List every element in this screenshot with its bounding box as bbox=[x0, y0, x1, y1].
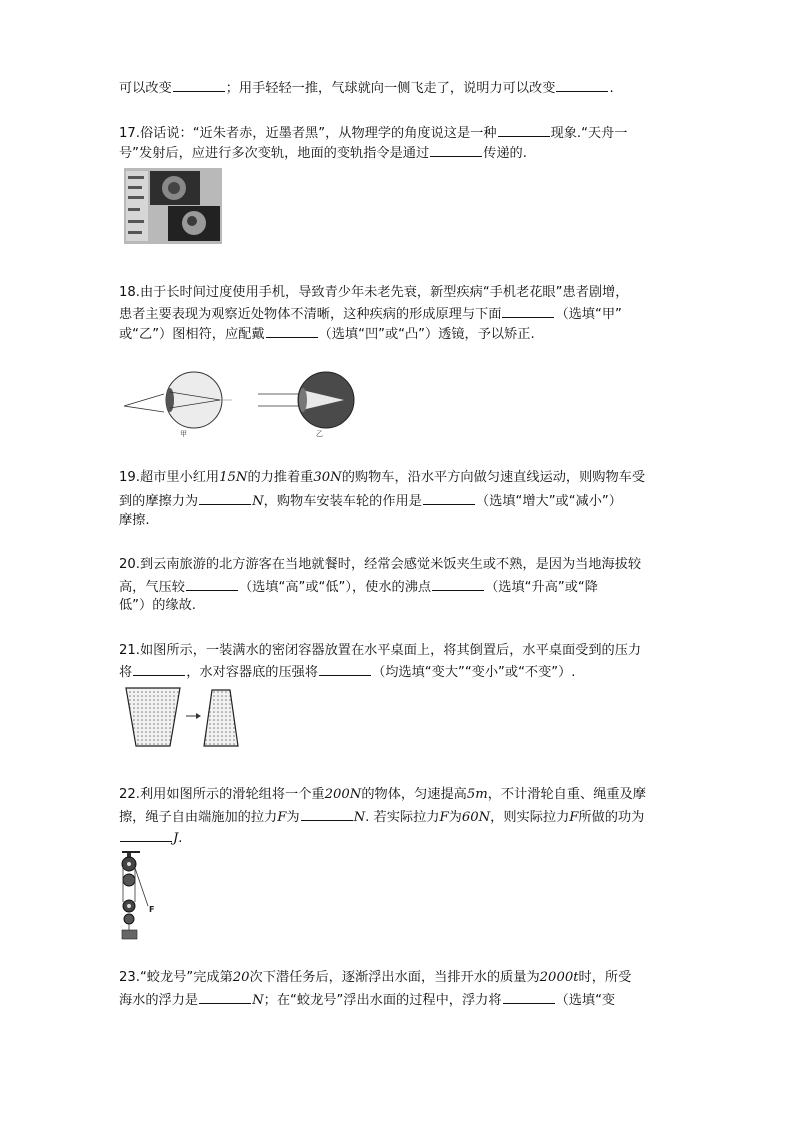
answer-blank[interactable] bbox=[173, 78, 225, 92]
text: ，购物车安装车轮的作用是 bbox=[263, 494, 422, 509]
q17-photo-figure bbox=[124, 168, 222, 244]
fig-label-b: 乙 bbox=[316, 430, 323, 438]
text: 现象.“天舟一 bbox=[550, 126, 628, 141]
text: 或“乙”）图相符，应配戴 bbox=[119, 327, 265, 342]
text: 18.由于长时间过度使用手机，导致青少年未老先衰，新型疾病“手机老花眼”患者剧增， bbox=[119, 285, 629, 300]
answer-blank[interactable] bbox=[502, 304, 554, 318]
text: 的力推着重 bbox=[247, 470, 314, 485]
container-upright bbox=[126, 688, 180, 746]
text: （选填“甲” bbox=[555, 307, 622, 322]
math: N bbox=[353, 810, 366, 825]
text: 所做的功为 bbox=[578, 810, 645, 825]
math: N bbox=[349, 787, 362, 802]
math: 30 bbox=[313, 470, 331, 485]
q22-pulley-figure bbox=[118, 850, 164, 940]
q21-line-2 bbox=[119, 662, 576, 682]
text: 时，所受 bbox=[578, 970, 632, 985]
weight-block bbox=[122, 930, 137, 939]
answer-blank[interactable] bbox=[423, 491, 475, 505]
q23-line-2 bbox=[119, 990, 615, 1010]
q20-line-2 bbox=[119, 577, 598, 597]
answer-blank[interactable] bbox=[199, 990, 251, 1004]
text: （选填“高”或“低”），使水的沸点 bbox=[238, 580, 432, 595]
q20-line-1 bbox=[119, 556, 641, 574]
math: F bbox=[277, 810, 287, 825]
math: 5 bbox=[466, 787, 476, 802]
q19-line-2 bbox=[119, 491, 622, 511]
q21-container-figure bbox=[124, 686, 244, 750]
math: 2000 bbox=[539, 970, 574, 985]
q23-line-1 bbox=[119, 969, 631, 987]
math: N bbox=[330, 470, 342, 485]
text: 可以改变 bbox=[119, 81, 172, 96]
text: . bbox=[609, 81, 614, 96]
q17-line-2 bbox=[119, 143, 527, 163]
text: ，不计滑轮自重、绳重及摩 bbox=[487, 787, 646, 802]
answer-blank[interactable] bbox=[503, 990, 555, 1004]
text: 次下潜任务后，逐渐浮出水面，当排开水的质量为 bbox=[249, 970, 540, 985]
text: （选填“凹”或“凸”）透镜，予以矫正. bbox=[318, 327, 535, 342]
text: ；在“蛟龙号”浮出水面的过程中，浮力将 bbox=[263, 993, 502, 1008]
text: ，则实际拉力 bbox=[490, 810, 570, 825]
answer-blank[interactable] bbox=[498, 123, 550, 137]
q22-line-2 bbox=[119, 807, 644, 827]
text: 到的摩擦力为 bbox=[119, 494, 199, 509]
math: J bbox=[173, 831, 179, 846]
q19-line-1 bbox=[119, 469, 645, 487]
text: 20.到云南旅游的北方游客在当地就餐时，经常会感觉米饭夹生或不熟，是因为当地海拔较 bbox=[119, 557, 642, 572]
math: t bbox=[573, 970, 579, 985]
math: N bbox=[235, 470, 248, 485]
text: （选填“升高”或“降 bbox=[485, 580, 598, 595]
text: 19.超市里小红用 bbox=[119, 470, 220, 485]
text: 17.俗话说：“近朱者赤，近墨者黑”，从物理学的角度说这是一种 bbox=[119, 126, 497, 141]
text: 为 bbox=[448, 810, 462, 825]
text: 的购物车，沿水平方向做匀速直线运动，则购物车受 bbox=[341, 470, 646, 485]
answer-blank[interactable] bbox=[133, 662, 185, 676]
text: 号”发射后，应进行多次变轨，地面的变轨指令是通过 bbox=[119, 146, 430, 161]
text: 将 bbox=[119, 665, 133, 680]
math: m bbox=[475, 787, 488, 802]
q18-line-3 bbox=[119, 324, 535, 344]
text: 低”）的缘故. bbox=[119, 598, 196, 613]
math: F bbox=[439, 810, 449, 825]
text: 传递的. bbox=[483, 146, 527, 161]
answer-blank[interactable] bbox=[266, 324, 318, 338]
text: ，水对容器底的压强将 bbox=[186, 665, 319, 680]
answer-blank[interactable] bbox=[430, 143, 482, 157]
eye-diagram-b bbox=[258, 372, 354, 428]
math: 20 bbox=[232, 970, 250, 985]
q20-line-3 bbox=[119, 597, 196, 615]
text: 21.如图所示，一装满水的密闭容器放置在水平桌面上，将其倒置后，水平桌面受到的压力 bbox=[119, 643, 642, 658]
answer-blank[interactable] bbox=[199, 491, 251, 505]
force-label: F bbox=[149, 905, 155, 914]
answer-blank[interactable] bbox=[432, 577, 484, 591]
q18-line-2 bbox=[119, 304, 622, 324]
math: N bbox=[252, 993, 264, 1008]
q17-line-1 bbox=[119, 123, 627, 143]
text: （选填“增大”或“减小”） bbox=[475, 494, 622, 509]
text: 高，气压较 bbox=[119, 580, 185, 595]
text: 擦，绳子自由端施加的拉力 bbox=[119, 810, 278, 825]
q16-line-1 bbox=[119, 78, 614, 98]
arrow-icon bbox=[196, 713, 201, 719]
answer-blank[interactable] bbox=[319, 662, 371, 676]
text: 23.“蛟龙号”完成第 bbox=[119, 970, 233, 985]
math: N bbox=[252, 494, 264, 509]
text: . 若实际拉力 bbox=[365, 810, 440, 825]
text: 22.利用如图所示的滑轮组将一个重 bbox=[119, 787, 325, 802]
math: 15 bbox=[219, 470, 236, 485]
text: 为 bbox=[286, 810, 300, 825]
text: （选填“变 bbox=[555, 993, 616, 1008]
q22-line-1 bbox=[119, 786, 646, 804]
q18-eye-diagrams bbox=[120, 366, 360, 442]
math: 200 bbox=[324, 787, 350, 802]
fig-label-a: 甲 bbox=[180, 430, 187, 438]
text: . bbox=[178, 831, 183, 846]
text: 患者主要表现为观察近处物体不清晰，这种疾病的形成原理与下面 bbox=[119, 307, 502, 322]
text: 的物体，匀速提高 bbox=[361, 787, 467, 802]
eye-diagram-a bbox=[124, 372, 232, 428]
container-inverted bbox=[204, 690, 238, 746]
q22-line-3 bbox=[119, 828, 183, 848]
text: 摩擦. bbox=[119, 513, 150, 528]
answer-blank[interactable] bbox=[120, 828, 172, 842]
q19-line-3 bbox=[119, 512, 150, 530]
text: ；用手轻轻一推，气球就向一侧飞走了，说明力可以改变 bbox=[225, 81, 556, 96]
answer-blank[interactable] bbox=[301, 807, 353, 821]
answer-blank[interactable] bbox=[556, 78, 608, 92]
math: N bbox=[478, 810, 491, 825]
text: 海水的浮力是 bbox=[119, 993, 199, 1008]
text: （均选填“变大”“变小”或“不变”）. bbox=[372, 665, 576, 680]
math: F bbox=[569, 810, 579, 825]
answer-blank[interactable] bbox=[186, 577, 238, 591]
math: 60 bbox=[461, 810, 479, 825]
q18-line-1 bbox=[119, 284, 628, 302]
q21-line-1 bbox=[119, 642, 641, 660]
